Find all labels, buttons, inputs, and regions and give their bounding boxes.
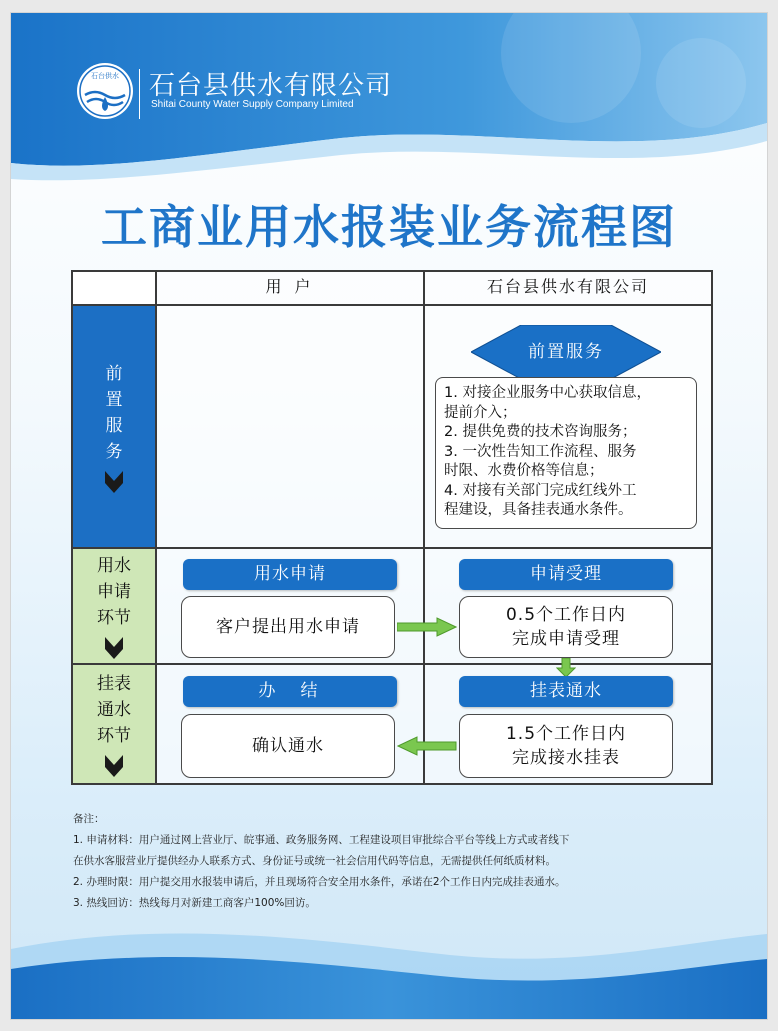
table-border-left (71, 270, 73, 785)
column-header-company: 石台县供水有限公司 (486, 277, 649, 296)
bottom-wave-banner (11, 909, 767, 1019)
note-line: 2. 办理时限：用户提交用水报装申请后，并且现场符合安全用水条件，承诺在2个工作日内完成挂表通水。 (73, 876, 566, 888)
table-row-divider (71, 663, 713, 665)
company-name-en: Shitai County Water Supply Company Limited (151, 99, 354, 110)
company-name-cn: 石台县供水有限公司 (149, 71, 393, 101)
user-application-box (181, 596, 395, 658)
table-header-divider (71, 304, 713, 306)
notes-heading: 备注： (73, 813, 105, 825)
user-confirm-box (181, 714, 395, 778)
pre-service-box (435, 377, 697, 529)
stage-application (72, 548, 156, 664)
stage-install (72, 664, 156, 784)
company-acceptance-title: 申请受理 (459, 559, 673, 590)
note-line: 3. 热线回访：热线每月对新建工商客户100%回访。 (73, 897, 316, 909)
pre-service-line: 4. 对接有关部门完成红线外工 (444, 482, 637, 499)
logo-divider (139, 69, 140, 119)
company-install-title: 挂表通水 (459, 676, 673, 707)
stage-label: 前 置 服 务 (105, 363, 123, 462)
chevron-down-icon (105, 637, 123, 659)
company-install-line2: 完成接水挂表 (512, 748, 620, 768)
company-acceptance-line1: 0.5个工作日内 (505, 605, 627, 625)
stage-label: 挂表 通水 环节 (97, 674, 131, 746)
logo-text: 石台供水 (91, 72, 119, 80)
notes-section (73, 809, 733, 914)
arrow-right-icon (397, 617, 457, 637)
user-confirm-text: 确认通水 (252, 736, 324, 756)
chevron-down-icon (105, 471, 123, 493)
company-install-box (459, 714, 673, 778)
chevron-down-icon (105, 755, 123, 777)
company-acceptance-box (459, 596, 673, 658)
table-col-divider (155, 270, 157, 785)
arrow-down-icon (556, 658, 576, 678)
stage-label: 用水 申请 环节 (97, 556, 131, 628)
arrow-left-icon (397, 736, 457, 756)
note-line: 1. 申请材料：用户通过网上营业厅、皖事通、政务服务网、工程建设项目审批综合平台等线上方式或者线下 (73, 834, 570, 846)
user-application-title: 用水申请 (183, 559, 397, 590)
pre-service-line: 2. 提供免费的技术咨询服务； (444, 424, 637, 440)
table-border-top (71, 270, 713, 272)
pre-service-line: 提前介入； (444, 404, 517, 421)
poster (10, 12, 768, 1020)
table-border-right (711, 270, 713, 785)
pre-service-line: 3. 一次性告知工作流程、服务 (444, 443, 637, 460)
company-install-line1: 1.5个工作日内 (505, 724, 627, 744)
pre-service-line: 程建设，具备挂表通水条件。 (444, 502, 633, 518)
company-logo-icon (75, 61, 135, 121)
table-corner-cell (72, 271, 156, 305)
pre-service-title: 前置服务 (528, 342, 604, 362)
user-application-text: 客户提出用水申请 (216, 617, 360, 637)
table-col-divider (423, 270, 425, 785)
page-title: 工商业用水报装业务流程图 (101, 200, 677, 254)
column-header-user: 用 户 (265, 277, 315, 296)
table-row-divider (71, 547, 713, 549)
stage-pre-service (72, 305, 156, 548)
pre-service-line: 时限、水费价格等信息； (444, 463, 604, 479)
company-acceptance-line2: 完成申请受理 (512, 629, 620, 649)
note-line: 在供水客服营业厅提供经办人联系方式、身份证号或统一社会信用代码等信息，无需提供任何纸质材料。 (73, 855, 556, 867)
user-completion-title: 办 结 (183, 676, 397, 707)
table-border-bottom (71, 783, 713, 785)
pre-service-line: 1. 对接企业服务中心获取信息， (444, 385, 651, 401)
